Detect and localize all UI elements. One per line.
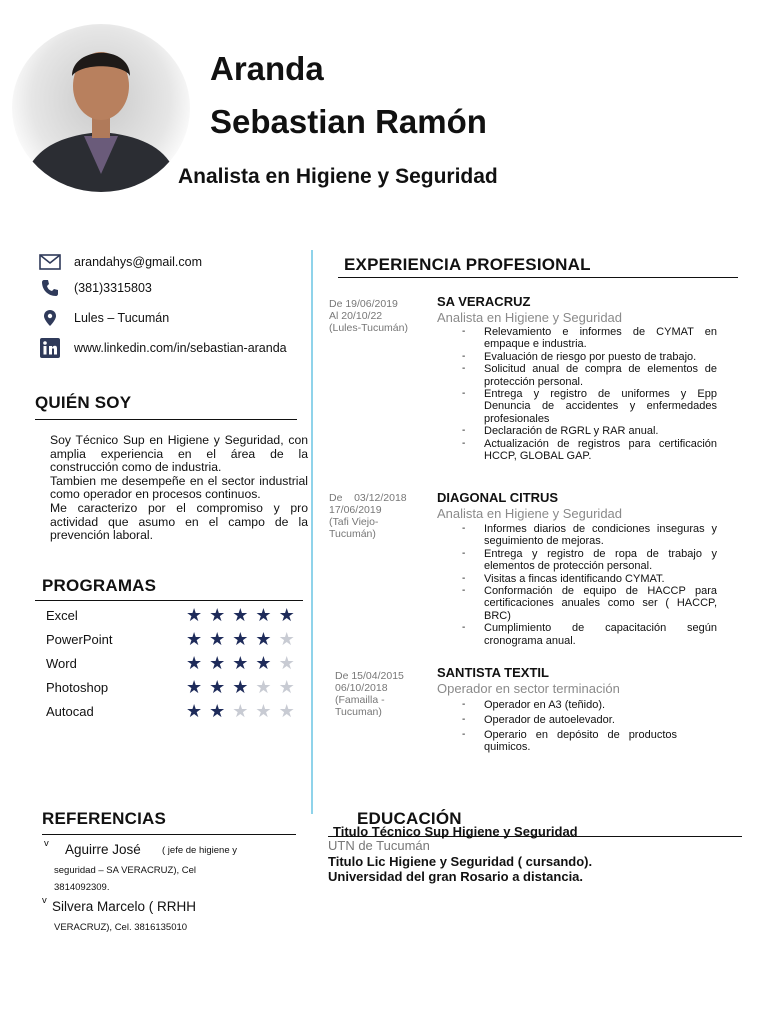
star-icon: ★ — [209, 677, 233, 697]
given-names: Sebastian Ramón — [210, 103, 487, 140]
task-item: - Conformación de equipo de HACCP para certificaciones anuales como ser ( HACCP, BRC) — [462, 585, 717, 622]
programs-title: PROGRAMAS — [42, 576, 157, 595]
star-icon: ★ — [186, 653, 210, 673]
program-rating — [186, 677, 302, 698]
program-row — [46, 701, 306, 724]
task-item: - Evaluación de riesgo por puesto de trabajo. — [462, 351, 717, 363]
surname: Aranda — [210, 50, 324, 87]
star-icon: ★ — [255, 701, 279, 721]
task-item: - Relevamiento e informes de CYMAT en empaque e industria. — [462, 326, 717, 351]
location-text: Lules – Tucumán — [74, 311, 170, 325]
reference-detail: 3814092309. — [54, 882, 110, 893]
phone-text: (381)3315803 — [74, 281, 152, 295]
star-icon: ★ — [209, 605, 233, 625]
program-name: Word — [46, 656, 77, 671]
program-row — [46, 653, 306, 676]
about-paragraph: Me caracterizo por el compromiso y pro actividad que asumo en el campo de la prevención laboral. — [50, 500, 308, 543]
about-divider — [35, 419, 297, 420]
job-dates — [329, 298, 429, 334]
column-divider — [311, 250, 313, 814]
education-title: EDUCACIÓN — [357, 809, 462, 828]
job-date-line: De 03/12/2018 — [329, 492, 407, 504]
program-rating — [186, 605, 302, 626]
person-silhouette-icon — [12, 24, 190, 192]
degree-title: Titulo Técnico Sup Higiene y Seguridad — [333, 824, 578, 839]
star-icon: ★ — [232, 629, 256, 649]
about-paragraph: Tambien me desempeñe en el sector industrial como operador en procesos continuos. — [50, 473, 308, 502]
star-icon: ★ — [278, 653, 302, 673]
company-name: SANTISTA TEXTIL — [437, 665, 549, 680]
program-name: Photoshop — [46, 680, 109, 695]
about-paragraph: Soy Técnico Sup en Higiene y Seguridad, con amplia experiencia en el área de la construcción como de industria. — [50, 433, 308, 475]
contact-location — [38, 307, 308, 329]
star-icon: ★ — [232, 653, 256, 673]
linkedin-text: www.linkedin.com/in/sebastian-aranda — [74, 341, 287, 355]
task-item: - Operador de autoelevador. — [462, 714, 677, 726]
job-date-line: (Lules-Tucumán) — [329, 322, 408, 334]
references-divider — [42, 834, 296, 835]
reference-mark: v — [44, 838, 49, 849]
job-title: Analista en Higiene y Seguridad — [178, 165, 498, 188]
job-date-line: (Famailla - — [335, 694, 385, 706]
job-date-line: (Tafi Viejo- — [329, 516, 379, 528]
star-icon: ★ — [278, 677, 302, 697]
reference-detail: ( jefe de higiene y — [162, 845, 237, 856]
phone-icon — [38, 278, 62, 298]
star-icon: ★ — [209, 653, 233, 673]
star-icon: ★ — [232, 605, 256, 625]
task-item: - Cumplimiento de capacitación según cronograma anual. — [462, 622, 717, 647]
job-position: Analista en Higiene y Seguridad — [437, 310, 623, 325]
contact-linkedin[interactable] — [38, 337, 308, 359]
star-icon: ★ — [186, 605, 210, 625]
experience-divider — [338, 277, 738, 278]
program-name: Excel — [46, 608, 78, 623]
location-pin-icon — [38, 308, 62, 328]
star-icon: ★ — [255, 677, 279, 697]
job-dates — [335, 670, 435, 718]
email-text: arandahys@gmail.com — [74, 255, 203, 269]
job-date-line: 06/10/2018 — [335, 682, 388, 694]
task-item: - Operador en A3 (teñido). — [462, 699, 677, 711]
star-icon: ★ — [278, 701, 302, 721]
reference-detail: seguridad – SA VERACRUZ), Cel — [54, 865, 197, 876]
job-date-line: De 15/04/2015 — [335, 670, 404, 682]
job-dates — [329, 492, 429, 540]
task-item: - Operario en depósito de productos quimicos. — [462, 729, 677, 754]
profile-photo — [12, 24, 190, 192]
linkedin-icon — [38, 338, 62, 358]
reference-name: Silvera Marcelo ( RRHH — [52, 899, 197, 914]
references-title: REFERENCIAS — [42, 809, 167, 828]
task-item: - Solicitud anual de compra de elementos de protección personal. — [462, 363, 717, 388]
job-date-line: De 19/06/2019 — [329, 298, 398, 310]
programs-divider — [35, 600, 303, 601]
job-date-line: Tucumán) — [329, 528, 376, 540]
job-position: Analista en Higiene y Seguridad — [437, 506, 623, 521]
program-row — [46, 605, 306, 628]
star-icon: ★ — [232, 701, 256, 721]
program-name: PowerPoint — [46, 632, 113, 647]
task-item: - Declaración de RGRL y RAR anual. — [462, 425, 717, 437]
job-date-line: Al 20/10/22 — [329, 310, 383, 322]
star-icon: ★ — [186, 701, 210, 721]
program-row — [46, 677, 306, 700]
job-date-line: Tucuman) — [335, 706, 382, 718]
experience-title: EXPERIENCIA PROFESIONAL — [344, 255, 591, 274]
about-text — [50, 434, 308, 543]
star-icon: ★ — [186, 629, 210, 649]
reference-detail: VERACRUZ), Cel. 3816135010 — [54, 922, 188, 933]
star-icon: ★ — [255, 653, 279, 673]
institution: Universidad del gran Rosario a distancia. — [328, 869, 584, 884]
job-tasks — [462, 523, 717, 647]
job-tasks — [462, 326, 717, 462]
star-icon: ★ — [232, 677, 256, 697]
contact-email[interactable] — [38, 251, 308, 273]
star-icon: ★ — [186, 677, 210, 697]
job-date-line: 17/06/2019 — [329, 504, 382, 516]
task-item: - Visitas a fincas identificando CYMAT. — [462, 573, 717, 585]
program-rating — [186, 653, 302, 674]
company-name: SA VERACRUZ — [437, 294, 531, 309]
star-icon: ★ — [278, 605, 302, 625]
star-icon: ★ — [209, 701, 233, 721]
reference-mark: v — [42, 895, 47, 906]
email-icon — [38, 252, 62, 272]
task-item: - Entrega y registro de ropa de trabajo y elementos de protección personal. — [462, 548, 717, 573]
reference-name: Aguirre José — [65, 842, 141, 857]
task-item: - Actualización de registros para certificación HCCP, GLOBAL GAP. — [462, 438, 717, 463]
job-tasks — [462, 699, 677, 754]
education-list — [328, 826, 748, 885]
star-icon: ★ — [278, 629, 302, 649]
task-item: - Entrega y registro de uniformes y Epp Denuncia de accidentes y enfermedades profesionales — [462, 388, 717, 425]
company-name: DIAGONAL CITRUS — [437, 490, 559, 505]
program-rating — [186, 629, 302, 650]
task-item: - Informes diarios de condiciones inseguras y seguimiento de mejoras. — [462, 523, 717, 548]
star-icon: ★ — [209, 629, 233, 649]
contact-phone[interactable] — [38, 277, 308, 299]
degree-title: Titulo Lic Higiene y Seguridad ( cursando). — [328, 853, 593, 869]
job-position: Operador en sector terminación — [437, 681, 620, 696]
about-title: QUIÉN SOY — [35, 393, 132, 412]
program-row — [46, 629, 306, 652]
institution: UTN de Tucumán — [328, 838, 430, 853]
program-name: Autocad — [46, 704, 94, 719]
star-icon: ★ — [255, 605, 279, 625]
star-icon: ★ — [255, 629, 279, 649]
program-rating — [186, 701, 302, 722]
